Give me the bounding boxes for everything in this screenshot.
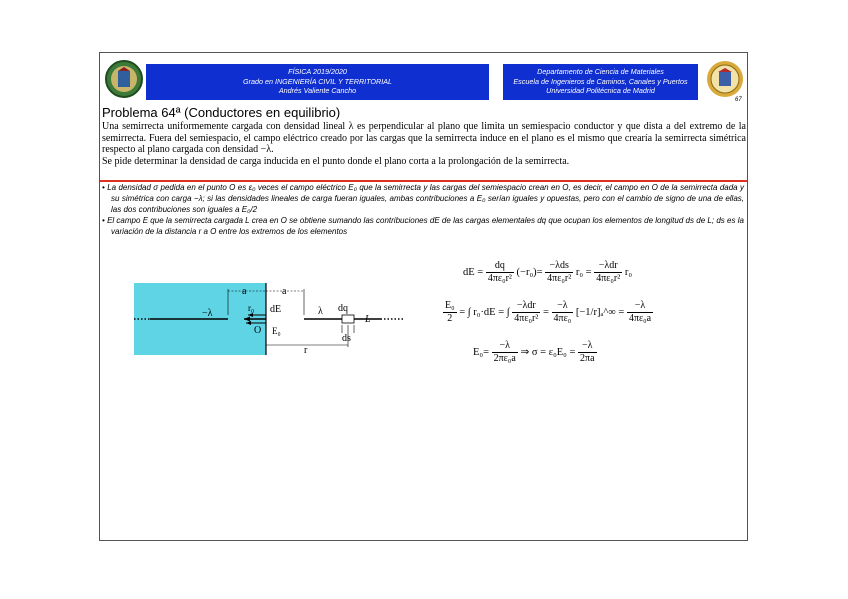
equation-field-element [463, 261, 632, 284]
eq-term: [−1/r]ₐ^∞ = [575, 306, 625, 318]
a-right-label: a [282, 286, 287, 297]
r-label: r [304, 345, 308, 356]
fraction: $\frac{-\lambda}{\text{4πε₀a}}$ [628, 300, 652, 324]
equations-block [433, 261, 693, 377]
department-header-box [503, 64, 698, 100]
eq-term: E₀= [473, 346, 489, 358]
author-name: Andrés Valiente Cancho [278, 86, 357, 96]
eq-term: (−r₀)= [516, 266, 543, 278]
bullet-text: La densidad σ pedida en el punto O es ε₀ veces el campo eléctrico E₀ que la semirrecta y las cargas del semiespacio crean en O, es decir, el campo en O de la semirrecta dada y su simétrica con carga −λ; si las densidades lineales de carga fueran iguales, ambas contribuciones a E₀ serían iguales y opuestas, pero con el cambio de signo de una de ellas, las dos contribuciones son iguales a E₀/2 [107, 183, 744, 214]
degree-name: Grado en INGENIERÍA CIVIL Y TERRITORIAL [243, 76, 392, 86]
geometry-diagram [132, 279, 412, 371]
eq-term: r₀ [624, 266, 633, 278]
eq-term: = [477, 266, 484, 278]
question-text: Se pide determinar la densidad de carga inducida en el punto donde el plano corta a la prolongación de la semirrecta. [102, 155, 570, 167]
eq-term: ∫ [506, 306, 510, 318]
school-crest-logo [104, 59, 144, 99]
equation-result [473, 341, 597, 364]
ds-label: ds [342, 333, 351, 344]
eq-term: ⇒ σ = ε₀E₀ = [520, 346, 576, 358]
fraction: $\frac{\text{−λds}}{\text{4πε₀r²}}$ [547, 260, 572, 284]
L-label: L [365, 314, 371, 325]
section-divider [100, 180, 747, 182]
problem-title: Problema 64ª (Conductores en equilibrio) [102, 105, 341, 120]
slide [99, 52, 748, 541]
problem-statement [102, 121, 746, 167]
neg-lambda-label: −λ [202, 308, 213, 319]
statement-text: Una semirrecta uniformemente cargada con densidad lineal λ es perpendicular al plano que limita un semiespacio conductor y que dista a del extremo de la semirrecta. Fuera del semiespacio, el campo eléctrico creado por las cargas que la semirrecta induce en el plano es el mismo que crearía la semirrecta simétrica respecto al plano cargada con densidad −λ. [102, 121, 746, 156]
fraction: $\frac{-\lambda}{\text{4πε₀}}$ [553, 300, 572, 324]
fraction: $\frac{\text{−λdr}}{\text{4πε₀r²}}$ [596, 260, 621, 284]
eq-term: = ∫ r₀·dE = [459, 306, 505, 318]
course-header-box [146, 64, 489, 100]
page-number: 67 [735, 97, 742, 103]
fraction: $\frac{dq}{\text{4πε₀r²}}$ [487, 260, 512, 284]
fraction: $\frac{-\lambda}{\text{2πε₀a}}$ [493, 340, 516, 364]
department-name: Departamento de Ciencia de Materiales [537, 67, 664, 76]
fraction: $\frac{\text{−λdr}}{\text{4πε₀r²}}$ [514, 300, 539, 324]
lambda-label: λ [318, 306, 323, 317]
origin-label: O [254, 325, 262, 336]
bullet-item: • El campo E que la semirrecta cargada L crea en O se obtiene sumando las contribuciones dE de las cargas elementales dq que ocupan los elementos de longitud ds de L; ds es la variación de la distancia r a O entre los extremos de los elementos [102, 216, 744, 237]
dE-label: dE [270, 304, 282, 315]
course-title: FÍSICA 2019/2020 [288, 67, 347, 76]
eq-term: = [542, 306, 549, 318]
equation-integral [443, 301, 653, 324]
school-name: Escuela de Ingenieros de Caminos, Canales y Puertos [513, 76, 688, 86]
university-name: Universidad Politécnica de Madrid [546, 86, 655, 96]
eq-term: dE [463, 266, 475, 278]
dq-label: dq [338, 303, 348, 314]
a-left-label: a [242, 286, 247, 297]
ds-element [342, 315, 354, 323]
E0-label: E₀ [272, 326, 281, 336]
bullet-item: • La densidad σ pedida en el punto O es ε₀ veces el campo eléctrico E₀ que la semirrecta y las cargas del semiespacio crean en O, es decir, el campo en O de la semirrecta dada y su simétrica con carga −λ; si las densidades lineales de carga fueran iguales, ambas contribuciones a E₀ serían iguales y opuestas, pero con el cambio de signo de una de ellas, las dos contribuciones son iguales a E₀/2 [102, 183, 744, 214]
bullet-text: El campo E que la semirrecta cargada L crea en O se obtiene sumando las contribuciones dE de las cargas elementales dq que ocupan los elementos de longitud ds de L; ds es la variación de la distancia r a O entre los extremos de los elementos [107, 216, 744, 237]
fraction: $\frac{\text{E₀}}{2}$ [445, 300, 455, 324]
fraction: $\frac{-\lambda}{2\pi a}$ [580, 340, 595, 364]
solution-bullets [102, 183, 744, 239]
eq-term: r₀ = [575, 266, 592, 278]
r0-label: r₀ [248, 303, 255, 313]
university-seal-logo [705, 59, 745, 99]
